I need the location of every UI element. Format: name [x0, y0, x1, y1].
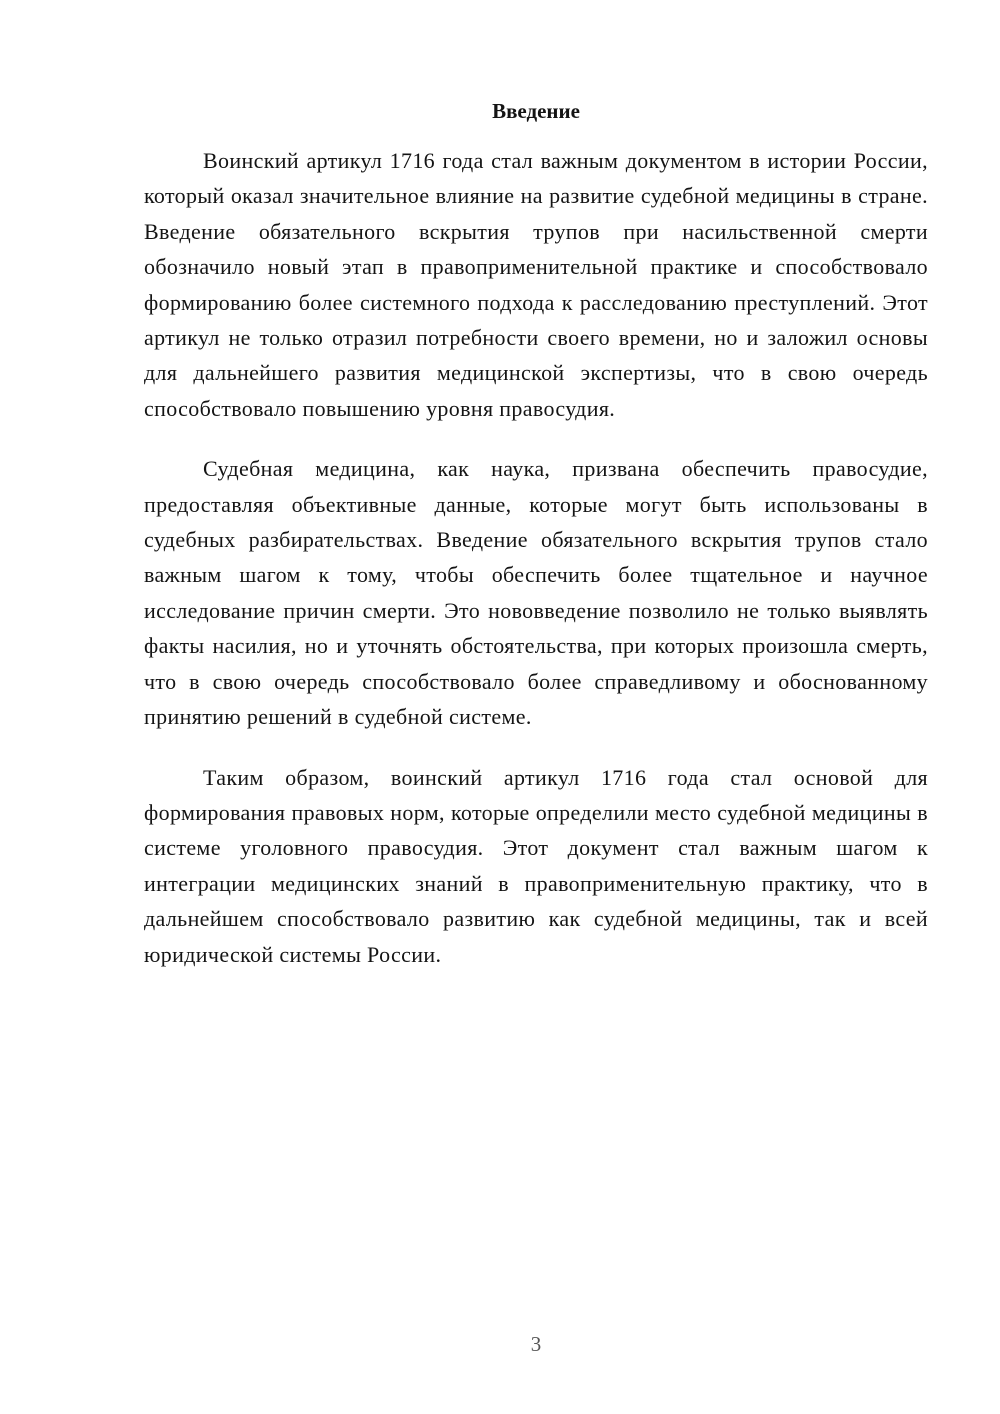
paragraph-2: Судебная медицина, как наука, призвана обеспечить правосудие, предоставляя объективные данные, которые могут быть использованы в судебных разбирательствах. Введение обязательного вскрытия трупов стало важным шагом к тому, чтобы обеспечить более тщательное и научное исследование причин смерти. Это нововведение позволило не только выявлять факты насилия, но и уточнять обстоятельства, при которых произошла смерть, что в свою очередь способствовало более справедливому и обоснованному принятию решений в судебной системе.: [144, 456, 928, 730]
page-number: 3: [530, 1332, 542, 1356]
paragraph-3: Таким образом, воинский артикул 1716 года стал основой для формирования правовых норм, которые определили место судебной медицины в системе уголовного правосудия. Этот документ стал важным шагом к интеграции медицинских знаний в правоприменительную практику, что в дальнейшем способствовало развитию как судебной медицины, так и всей юридической системы России.: [144, 764, 928, 967]
page-body: [144, 94, 928, 997]
paragraph-1: Воинский артикул 1716 года стал важным документом в истории России, который оказал значительное влияние на развитие судебной медицины в стране. Введение обязательного вскрытия трупов при насильственной смерти обозначило новый этап в правоприменительной практике и способствовало формированию более системного подхода к расследованию преступлений. Этот артикул не только отразил потребности своего времени, но и заложил основы для дальнейшего развития медицинской экспертизы, что в свою очередь способствовало повышению уровня правосудия.: [144, 148, 928, 421]
section-heading: Введение: [492, 99, 580, 123]
